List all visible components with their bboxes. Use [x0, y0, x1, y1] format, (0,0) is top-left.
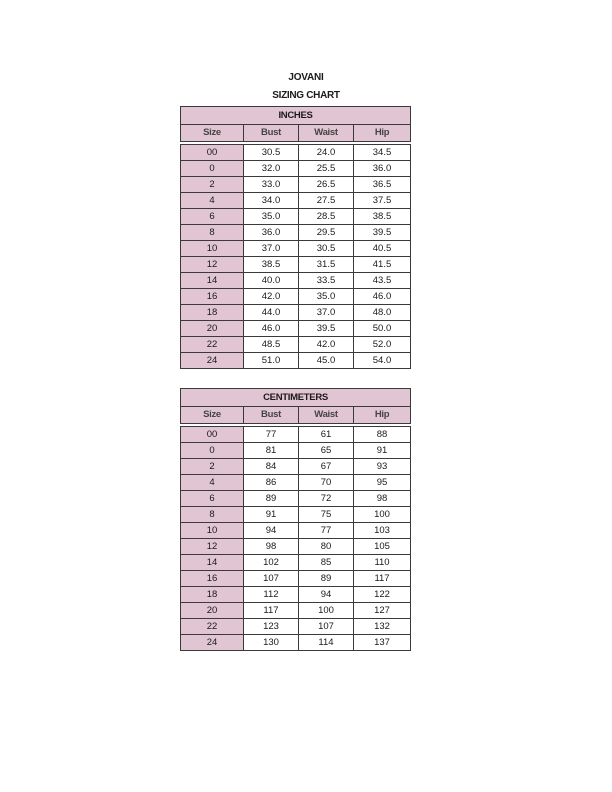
- table-row: [181, 289, 411, 305]
- size-cell: 10: [181, 523, 244, 539]
- table-row: [181, 177, 411, 193]
- size-cell: 14: [181, 555, 244, 571]
- bust-cell: 38.5: [244, 257, 299, 273]
- waist-cell: 70: [299, 475, 354, 491]
- table-row: [181, 161, 411, 177]
- waist-cell: 27.5: [299, 193, 354, 209]
- bust-cell: 84: [244, 459, 299, 475]
- bust-cell: 94: [244, 523, 299, 539]
- size-cell: 18: [181, 587, 244, 603]
- waist-cell: 45.0: [299, 353, 354, 369]
- size-cell: 22: [181, 619, 244, 635]
- size-cell: 6: [181, 209, 244, 225]
- waist-cell: 80: [299, 539, 354, 555]
- waist-cell: 89: [299, 571, 354, 587]
- hip-cell: 52.0: [354, 337, 411, 353]
- bust-cell: 30.5: [244, 145, 299, 161]
- size-cell: 24: [181, 635, 244, 651]
- size-cell: 0: [181, 161, 244, 177]
- column-header-waist: Waist: [299, 407, 354, 424]
- bust-cell: 98: [244, 539, 299, 555]
- bust-cell: 130: [244, 635, 299, 651]
- waist-cell: 39.5: [299, 321, 354, 337]
- hip-cell: 36.0: [354, 161, 411, 177]
- table-row: [181, 571, 411, 587]
- table-row: [181, 145, 411, 161]
- waist-cell: 75: [299, 507, 354, 523]
- bust-cell: 112: [244, 587, 299, 603]
- size-cell: 22: [181, 337, 244, 353]
- hip-cell: 93: [354, 459, 411, 475]
- bust-cell: 51.0: [244, 353, 299, 369]
- table-row: [181, 321, 411, 337]
- bust-cell: 42.0: [244, 289, 299, 305]
- bust-cell: 35.0: [244, 209, 299, 225]
- column-header-bust: Bust: [244, 407, 299, 424]
- size-cell: 24: [181, 353, 244, 369]
- waist-cell: 37.0: [299, 305, 354, 321]
- size-cell: 2: [181, 177, 244, 193]
- bust-cell: 123: [244, 619, 299, 635]
- hip-cell: 41.5: [354, 257, 411, 273]
- hip-cell: 137: [354, 635, 411, 651]
- hip-cell: 43.5: [354, 273, 411, 289]
- size-cell: 0: [181, 443, 244, 459]
- size-cell: 18: [181, 305, 244, 321]
- hip-cell: 50.0: [354, 321, 411, 337]
- bust-cell: 37.0: [244, 241, 299, 257]
- bust-cell: 40.0: [244, 273, 299, 289]
- waist-cell: 65: [299, 443, 354, 459]
- bust-cell: 102: [244, 555, 299, 571]
- column-header-size: Size: [181, 407, 244, 424]
- hip-cell: 105: [354, 539, 411, 555]
- size-cell: 16: [181, 289, 244, 305]
- waist-cell: 85: [299, 555, 354, 571]
- table-row: [181, 257, 411, 273]
- column-header-hip: Hip: [354, 407, 411, 424]
- hip-cell: 48.0: [354, 305, 411, 321]
- table-row: [181, 555, 411, 571]
- unit-header-inches: INCHES: [181, 107, 411, 125]
- bust-cell: 81: [244, 443, 299, 459]
- waist-cell: 35.0: [299, 289, 354, 305]
- size-cell: 00: [181, 427, 244, 443]
- bust-cell: 117: [244, 603, 299, 619]
- bust-cell: 91: [244, 507, 299, 523]
- hip-cell: 36.5: [354, 177, 411, 193]
- hip-cell: 37.5: [354, 193, 411, 209]
- waist-cell: 24.0: [299, 145, 354, 161]
- table-row: [181, 225, 411, 241]
- hip-cell: 132: [354, 619, 411, 635]
- table-row: [181, 443, 411, 459]
- waist-cell: 25.5: [299, 161, 354, 177]
- hip-cell: 103: [354, 523, 411, 539]
- hip-cell: 39.5: [354, 225, 411, 241]
- waist-cell: 42.0: [299, 337, 354, 353]
- size-cell: 8: [181, 507, 244, 523]
- waist-cell: 114: [299, 635, 354, 651]
- hip-cell: 46.0: [354, 289, 411, 305]
- size-cell: 20: [181, 603, 244, 619]
- bust-cell: 86: [244, 475, 299, 491]
- column-header-waist: Waist: [299, 125, 354, 142]
- hip-cell: 88: [354, 427, 411, 443]
- size-cell: 20: [181, 321, 244, 337]
- hip-cell: 100: [354, 507, 411, 523]
- hip-cell: 127: [354, 603, 411, 619]
- hip-cell: 38.5: [354, 209, 411, 225]
- table-row: [181, 241, 411, 257]
- table-row: [181, 353, 411, 369]
- waist-cell: 72: [299, 491, 354, 507]
- inches-table: [180, 106, 411, 369]
- waist-cell: 26.5: [299, 177, 354, 193]
- size-cell: 10: [181, 241, 244, 257]
- table-row: [181, 337, 411, 353]
- waist-cell: 31.5: [299, 257, 354, 273]
- chart-subtitle: SIZING CHART: [272, 90, 340, 101]
- table-row: [181, 305, 411, 321]
- size-cell: 8: [181, 225, 244, 241]
- waist-cell: 33.5: [299, 273, 354, 289]
- size-cell: 2: [181, 459, 244, 475]
- bust-cell: 33.0: [244, 177, 299, 193]
- waist-cell: 67: [299, 459, 354, 475]
- waist-cell: 107: [299, 619, 354, 635]
- hip-cell: 34.5: [354, 145, 411, 161]
- size-cell: 6: [181, 491, 244, 507]
- size-cell: 14: [181, 273, 244, 289]
- bust-cell: 46.0: [244, 321, 299, 337]
- hip-cell: 54.0: [354, 353, 411, 369]
- bust-cell: 34.0: [244, 193, 299, 209]
- table-row: [181, 539, 411, 555]
- waist-cell: 94: [299, 587, 354, 603]
- size-cell: 4: [181, 475, 244, 491]
- table-row: [181, 523, 411, 539]
- table-row: [181, 475, 411, 491]
- hip-cell: 98: [354, 491, 411, 507]
- size-cell: 16: [181, 571, 244, 587]
- column-header-bust: Bust: [244, 125, 299, 142]
- waist-cell: 77: [299, 523, 354, 539]
- waist-cell: 28.5: [299, 209, 354, 225]
- table-row: [181, 209, 411, 225]
- waist-cell: 30.5: [299, 241, 354, 257]
- hip-cell: 95: [354, 475, 411, 491]
- size-cell: 00: [181, 145, 244, 161]
- table-row: [181, 603, 411, 619]
- waist-cell: 100: [299, 603, 354, 619]
- bust-cell: 36.0: [244, 225, 299, 241]
- table-row: [181, 635, 411, 651]
- hip-cell: 117: [354, 571, 411, 587]
- table-row: [181, 427, 411, 443]
- hip-cell: 110: [354, 555, 411, 571]
- size-cell: 12: [181, 539, 244, 555]
- table-row: [181, 491, 411, 507]
- table-row: [181, 273, 411, 289]
- table-row: [181, 459, 411, 475]
- waist-cell: 61: [299, 427, 354, 443]
- hip-cell: 40.5: [354, 241, 411, 257]
- table-row: [181, 587, 411, 603]
- hip-cell: 122: [354, 587, 411, 603]
- size-cell: 12: [181, 257, 244, 273]
- centimeters-table: [180, 388, 411, 651]
- unit-header-centimeters: CENTIMETERS: [181, 389, 411, 407]
- bust-cell: 48.5: [244, 337, 299, 353]
- table-row: [181, 619, 411, 635]
- size-cell: 4: [181, 193, 244, 209]
- column-header-size: Size: [181, 125, 244, 142]
- bust-cell: 107: [244, 571, 299, 587]
- column-header-hip: Hip: [354, 125, 411, 142]
- hip-cell: 91: [354, 443, 411, 459]
- brand-title: JOVANI: [288, 72, 324, 83]
- bust-cell: 77: [244, 427, 299, 443]
- bust-cell: 44.0: [244, 305, 299, 321]
- bust-cell: 32.0: [244, 161, 299, 177]
- table-row: [181, 507, 411, 523]
- waist-cell: 29.5: [299, 225, 354, 241]
- table-row: [181, 193, 411, 209]
- bust-cell: 89: [244, 491, 299, 507]
